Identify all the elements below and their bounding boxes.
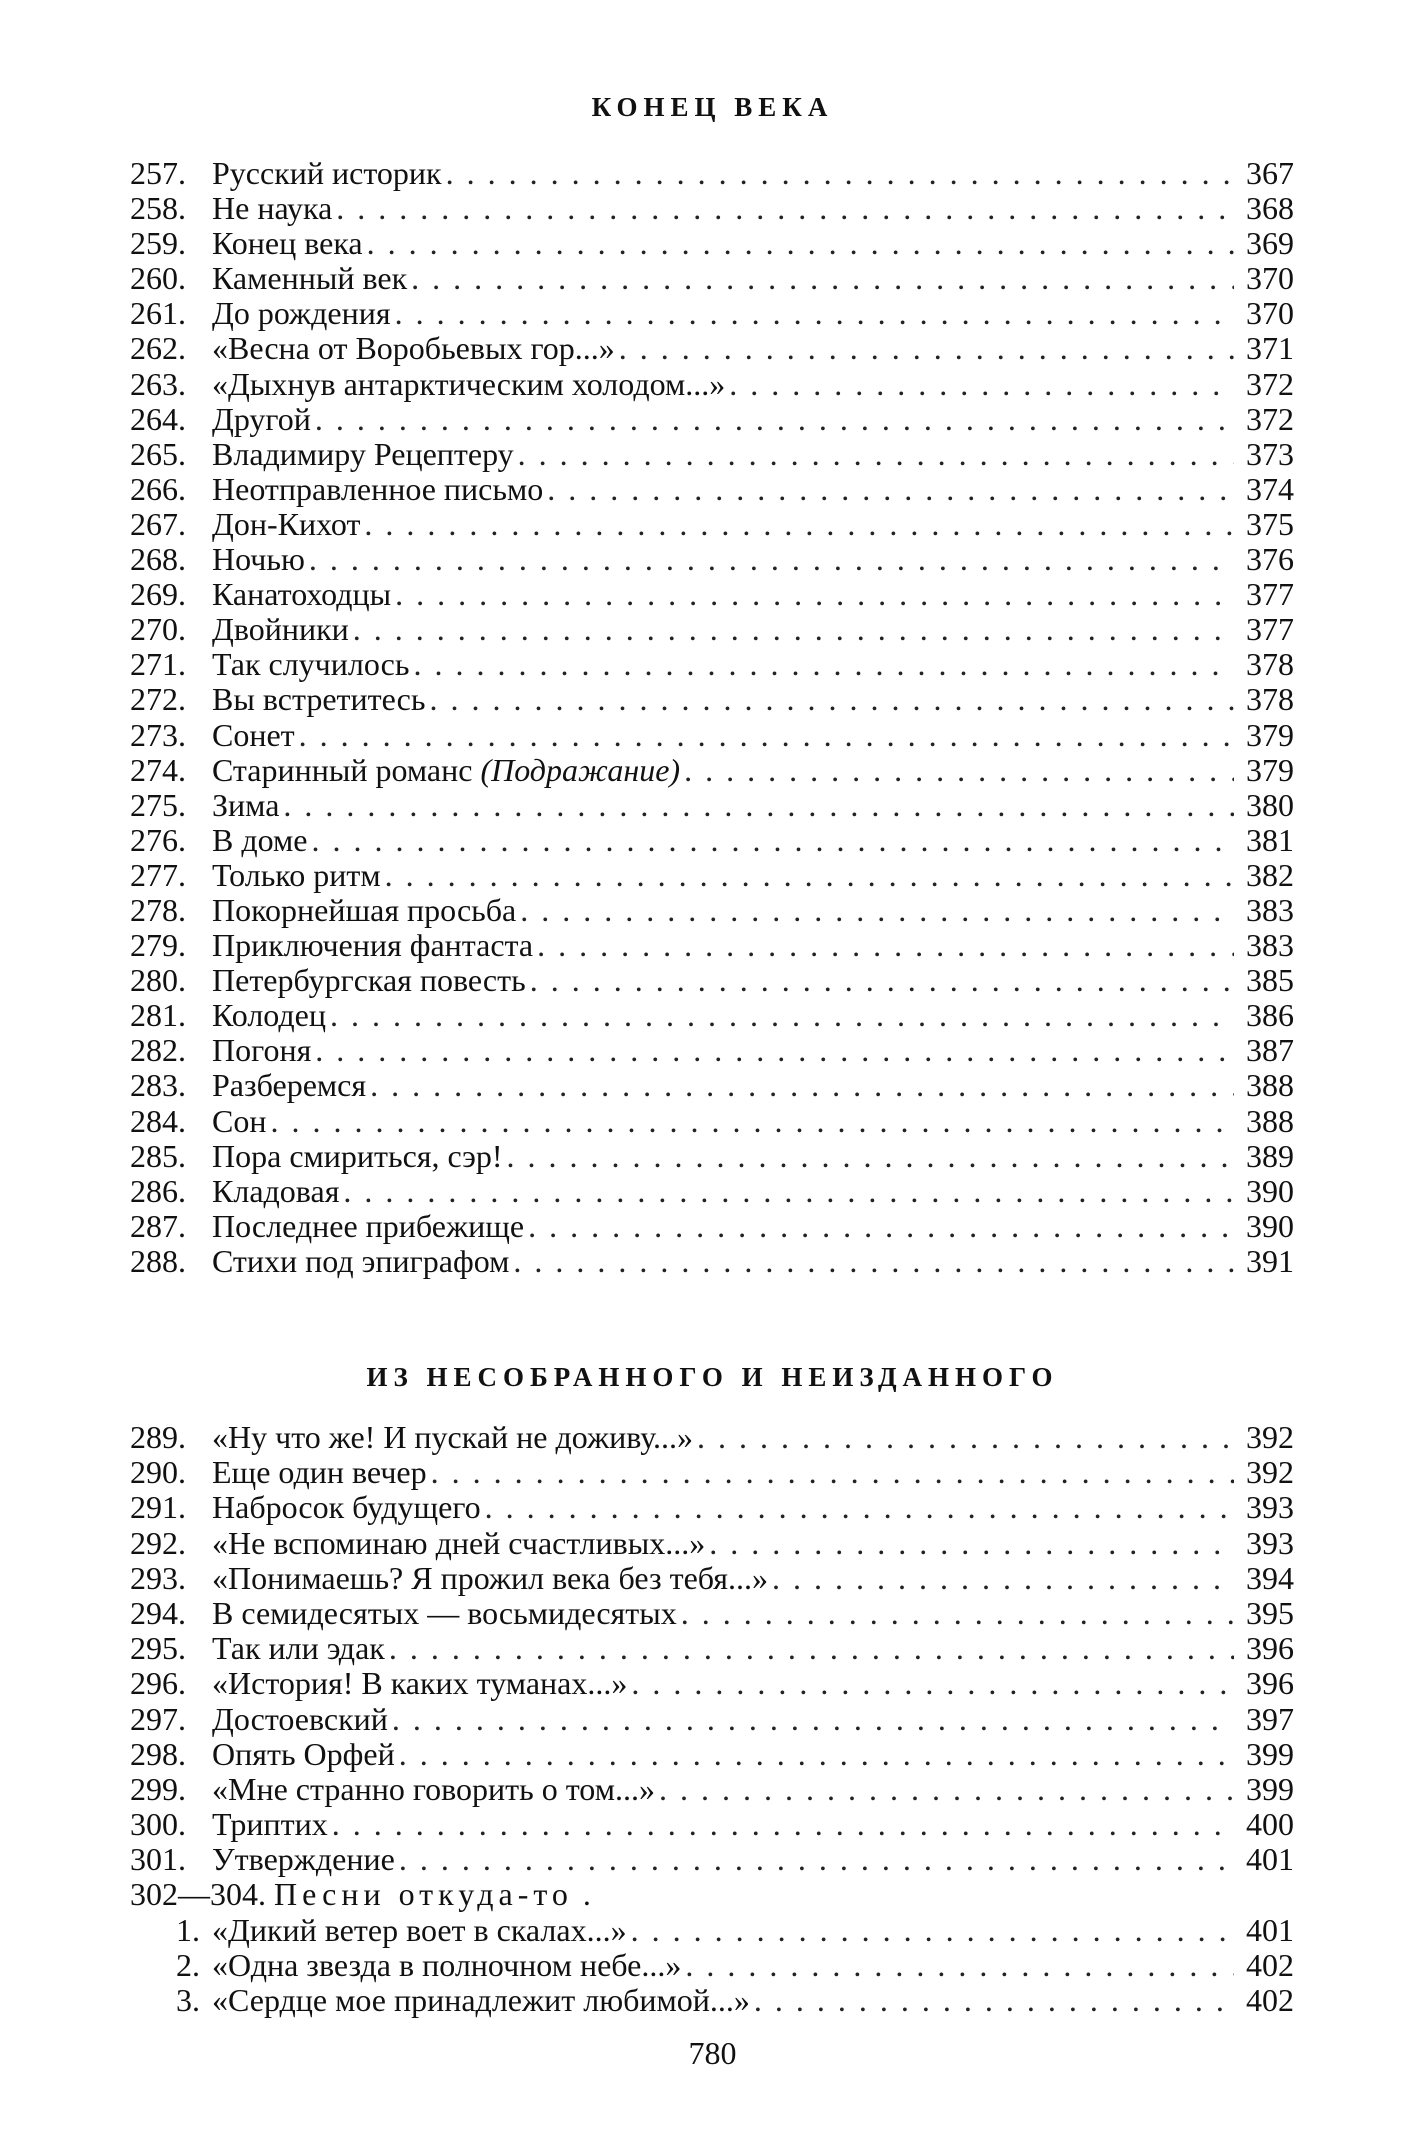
entry-page-number: 368 — [1246, 190, 1294, 227]
entry-number: 273. — [130, 716, 186, 753]
dot-leader — [315, 1033, 1234, 1068]
entry-number: 259. — [130, 225, 186, 262]
entry-number: 262. — [130, 330, 186, 367]
entry-page-number: 388 — [1246, 1067, 1294, 1104]
entry-page-number: 395 — [1246, 1594, 1294, 1631]
entry-page-number: 389 — [1246, 1137, 1294, 1174]
section-title-konets-veka: КОНЕЦ ВЕКА — [591, 92, 834, 122]
entry-number: 258. — [130, 190, 186, 227]
toc-entry — [130, 682, 1294, 717]
entry-title-text: Опять Орфей — [212, 1735, 395, 1772]
toc-entry — [130, 858, 1294, 893]
toc-entry — [130, 1068, 1294, 1103]
toc-entry — [130, 191, 1294, 226]
entry-title-text: Кладовая — [212, 1172, 340, 1209]
entry-page-number: 372 — [1246, 400, 1294, 437]
toc-entry — [130, 1772, 1294, 1807]
entry-page-number: 376 — [1246, 541, 1294, 578]
toc-entry — [130, 998, 1294, 1033]
entry-title-text: Конец века — [212, 225, 363, 262]
entry-title-text: В доме — [212, 821, 308, 858]
toc-entry — [130, 718, 1294, 753]
entry-number: 280. — [130, 962, 186, 999]
toc-entry — [130, 1737, 1294, 1772]
entry-title-text: Колодец — [212, 997, 326, 1034]
entry-title — [212, 1561, 768, 1596]
entry-number: 302—304. — [130, 1876, 266, 1913]
dot-leader — [399, 1842, 1234, 1877]
dot-leader — [309, 542, 1234, 577]
entry-page-number: 379 — [1246, 716, 1294, 753]
toc-entry — [130, 1702, 1294, 1737]
entry-title-text: «Одна звезда в полночном небе...» — [212, 1946, 682, 1983]
entry-page-number: 396 — [1246, 1665, 1294, 1702]
dot-leader — [311, 823, 1234, 858]
entry-page-number: 394 — [1246, 1559, 1294, 1596]
entry-page-number: 374 — [1246, 470, 1294, 507]
toc-entry — [130, 823, 1294, 858]
entry-title-text: «Дыхнув антарктическим холодом...» — [212, 365, 726, 402]
entry-title — [212, 1209, 524, 1244]
entry-title — [212, 1666, 627, 1701]
entry-number: 293. — [130, 1559, 186, 1596]
dot-leader — [513, 1244, 1234, 1279]
entry-page-number: 383 — [1246, 891, 1294, 928]
entry-title — [212, 1631, 385, 1666]
entry-number: 277. — [130, 856, 186, 893]
entry-page-number: 381 — [1246, 821, 1294, 858]
entry-title — [212, 998, 326, 1033]
entry-number: 295. — [130, 1630, 186, 1667]
entry-page-number: 392 — [1246, 1454, 1294, 1491]
entry-page-number: 393 — [1246, 1489, 1294, 1526]
dot-leader — [631, 1913, 1234, 1948]
entry-number: 268. — [130, 541, 186, 578]
entry-title — [212, 472, 543, 507]
entry-title-text: Только ритм — [212, 856, 381, 893]
entry-title-text: Триптих — [212, 1806, 328, 1843]
toc-entry — [130, 1033, 1294, 1068]
entry-title — [212, 367, 725, 402]
toc-entry — [130, 1913, 1294, 1948]
entry-title — [212, 1737, 395, 1772]
dot-leader — [528, 1209, 1234, 1244]
entry-title — [212, 1244, 509, 1279]
toc-entry — [130, 1596, 1294, 1631]
entry-title-text: Другой — [212, 400, 311, 437]
toc-entry — [130, 1983, 1294, 2018]
entry-page-number: 380 — [1246, 786, 1294, 823]
entry-title — [212, 858, 381, 893]
dot-leader — [729, 367, 1234, 402]
toc-entry — [130, 963, 1294, 998]
entry-title — [212, 823, 307, 858]
entry-page-number: 390 — [1246, 1172, 1294, 1209]
entry-title-text: Сон — [212, 1102, 267, 1139]
entry-page-number: 396 — [1246, 1630, 1294, 1667]
toc-entry — [130, 1209, 1294, 1244]
entry-title-text: Набросок будущего — [212, 1489, 481, 1526]
page-number: 780 — [688, 2035, 737, 2071]
dot-leader — [395, 296, 1234, 331]
entry-title — [212, 1596, 677, 1631]
entry-number: 267. — [130, 505, 186, 542]
entry-title — [212, 1174, 339, 1209]
dot-leader — [330, 998, 1234, 1033]
entry-title-text: Пора смириться, сэр! — [212, 1137, 503, 1174]
entry-title-text: Сонет — [212, 716, 295, 753]
entry-title-text: «История! В каких туманах...» — [212, 1665, 628, 1702]
entry-title-text: «Мне странно говорить о том...» — [212, 1770, 655, 1807]
toc-entry — [130, 753, 1294, 788]
dot-leader — [299, 718, 1234, 753]
dot-leader — [697, 1420, 1234, 1455]
entry-page-number: 373 — [1246, 435, 1294, 472]
entry-title-text: Русский историк — [212, 155, 442, 191]
entry-number: 275. — [130, 786, 186, 823]
entry-page-number: 387 — [1246, 1032, 1294, 1069]
toc-entry — [130, 367, 1294, 402]
toc-entry — [130, 156, 1294, 191]
dot-leader — [389, 1631, 1234, 1666]
toc-entry — [130, 1877, 1294, 1912]
entry-title — [212, 1420, 693, 1455]
entry-number: 279. — [130, 927, 186, 964]
entry-page-number: 401 — [1246, 1911, 1294, 1948]
entry-number: 285. — [130, 1137, 186, 1174]
entry-number: 272. — [130, 681, 186, 718]
entry-number: 278. — [130, 891, 186, 928]
toc-entry — [130, 1244, 1294, 1279]
entry-page-number: 390 — [1246, 1207, 1294, 1244]
entry-number: 274. — [130, 751, 186, 788]
toc-entry — [130, 226, 1294, 261]
toc-entry — [130, 1139, 1294, 1174]
entry-number: 299. — [130, 1770, 186, 1807]
toc-list-konets-veka — [130, 156, 1294, 1279]
entry-title-text: «Понимаешь? Я прожил века без тебя...» — [212, 1559, 768, 1596]
entry-title — [274, 1877, 573, 1912]
entry-page-number: 400 — [1246, 1806, 1294, 1843]
entry-title — [212, 507, 360, 542]
toc-entry — [130, 1526, 1294, 1561]
entry-page-number: 370 — [1246, 260, 1294, 297]
entry-title — [212, 1104, 266, 1139]
entry-title — [212, 296, 391, 331]
entry-number: 300. — [130, 1806, 186, 1843]
entry-title-text: Покорнейшая просьба — [212, 891, 517, 928]
entry-title-text: Так случилось — [212, 646, 410, 683]
entry-title — [212, 1526, 705, 1561]
dot-leader — [485, 1490, 1234, 1525]
entry-title-text: Песни откуда-то — [274, 1876, 573, 1913]
entry-page-number: 379 — [1246, 751, 1294, 788]
dot-leader — [413, 647, 1234, 682]
entry-title — [212, 577, 391, 612]
entry-page-number: 377 — [1246, 611, 1294, 648]
entry-page-number: 372 — [1246, 365, 1294, 402]
dot-leader — [520, 893, 1234, 928]
dot-leader — [315, 402, 1234, 437]
dot-leader — [530, 963, 1234, 998]
entry-title-text: Дон-Кихот — [212, 505, 361, 542]
entry-title — [212, 1948, 681, 1983]
entry-title — [212, 156, 442, 191]
entry-number: 270. — [130, 611, 186, 648]
entry-title-text: Неотправленное письмо — [212, 470, 544, 507]
entry-page-number: 401 — [1246, 1841, 1294, 1878]
entry-number: 290. — [130, 1454, 186, 1491]
entry-title — [212, 1983, 750, 2018]
toc-entry — [130, 1807, 1294, 1842]
entry-page-number: 399 — [1246, 1735, 1294, 1772]
entry-title-text: «Дикий ветер воет в скалах...» — [212, 1911, 627, 1948]
entry-title-text: Достоевский — [212, 1700, 388, 1737]
entry-number: 264. — [130, 400, 186, 437]
toc-entry — [130, 1948, 1294, 1983]
dot-leader — [631, 1666, 1234, 1701]
entry-number: 287. — [130, 1207, 186, 1244]
dot-leader — [429, 682, 1234, 717]
entry-title-text: Петербургская повесть — [212, 962, 526, 999]
entry-number: 263. — [130, 365, 186, 402]
entry-page-number: 388 — [1246, 1102, 1294, 1139]
entry-title-text: В семидесятых — восьмидесятых — [212, 1594, 677, 1631]
toc-entry — [130, 1174, 1294, 1209]
entry-title-text: Зима — [212, 786, 280, 823]
dot-leader — [537, 928, 1234, 963]
dot-leader — [353, 612, 1234, 647]
toc-list-iz-nesobrannogo — [130, 1420, 1294, 2018]
entry-title — [212, 718, 295, 753]
entry-number: 283. — [130, 1067, 186, 1104]
entry-title — [212, 402, 311, 437]
entry-title — [212, 1490, 481, 1525]
dot-leader — [392, 1702, 1234, 1737]
entry-title — [212, 1807, 328, 1842]
dot-leader — [336, 191, 1234, 226]
entry-title-text: «Сердце мое принадлежит любимой...» — [212, 1982, 750, 2018]
entry-title-text: Не наука — [212, 190, 333, 227]
dot-leader — [684, 753, 1234, 788]
entry-number: 265. — [130, 435, 186, 472]
toc-entry — [130, 542, 1294, 577]
dot-leader — [385, 858, 1234, 893]
entry-title — [212, 542, 305, 577]
toc-entry — [130, 261, 1294, 296]
entry-title-text: Так или эдак — [212, 1630, 385, 1667]
entry-title — [212, 928, 533, 963]
dot-leader — [343, 1174, 1234, 1209]
entry-number: 297. — [130, 1700, 186, 1737]
toc-entry — [130, 577, 1294, 612]
entry-title — [212, 1702, 388, 1737]
entry-number: 257. — [130, 155, 186, 191]
toc-entry — [130, 1842, 1294, 1877]
toc-entry — [130, 928, 1294, 963]
entry-title — [212, 682, 425, 717]
entry-number: 266. — [130, 470, 186, 507]
entry-title-text: Последнее прибежище — [212, 1207, 525, 1244]
dot-leader — [395, 577, 1234, 612]
toc-entry — [130, 507, 1294, 542]
entry-number: 294. — [130, 1594, 186, 1631]
entry-page-number: 369 — [1246, 225, 1294, 262]
entry-number: 289. — [130, 1419, 186, 1455]
entry-title-text: Еще один вечер — [212, 1454, 427, 1491]
dot-leader — [547, 472, 1234, 507]
entry-title — [212, 753, 680, 788]
toc-entry — [130, 1490, 1294, 1525]
entry-page-number: 375 — [1246, 505, 1294, 542]
entry-page-number: 385 — [1246, 962, 1294, 999]
dot-leader — [507, 1139, 1235, 1174]
entry-page-number: 391 — [1246, 1242, 1294, 1279]
entry-title — [212, 963, 526, 998]
entry-title — [212, 191, 332, 226]
entry-page-number: 382 — [1246, 856, 1294, 893]
dot-leader — [364, 507, 1234, 542]
dot-leader — [332, 1807, 1234, 1842]
entry-title — [212, 1455, 427, 1490]
entry-number: 296. — [130, 1665, 186, 1702]
toc-entry — [130, 437, 1294, 472]
dot-leader — [270, 1104, 1234, 1139]
entry-title-text: Двойники — [212, 611, 349, 648]
entry-number: 261. — [130, 295, 186, 332]
dot-leader — [411, 261, 1234, 296]
entry-title — [212, 437, 514, 472]
entry-title — [212, 1913, 627, 1948]
toc-entry — [130, 1631, 1294, 1666]
entry-page-number: 367 — [1246, 155, 1294, 191]
entry-title — [212, 261, 407, 296]
trailing-dot: . — [582, 1876, 591, 1913]
entry-title-text: «Весна от Воробьевых гор...» — [212, 330, 615, 367]
entry-title-text: Владимиру Рецептеру — [212, 435, 514, 472]
entry-title-text: До рождения — [212, 295, 391, 332]
dot-leader — [619, 331, 1234, 366]
entry-title-text: «Не вспоминаю дней счастливых...» — [212, 1524, 706, 1561]
entry-page-number: 399 — [1246, 1770, 1294, 1807]
dot-leader — [681, 1596, 1234, 1631]
entry-number: 281. — [130, 997, 186, 1034]
entry-title-text: Стихи под эпиграфом — [212, 1242, 510, 1279]
entry-title-text: Канатоходцы — [212, 576, 392, 613]
entry-title-text: Вы встретитесь — [212, 681, 426, 718]
entry-title-text: Старинный романс — [212, 751, 473, 788]
entry-title — [212, 331, 615, 366]
entry-title — [212, 893, 516, 928]
entry-page-number: 393 — [1246, 1524, 1294, 1561]
toc-entry — [130, 1420, 1294, 1455]
toc-entry — [130, 472, 1294, 507]
entry-page-number: 371 — [1246, 330, 1294, 367]
toc-entry — [130, 612, 1294, 647]
entry-number: 276. — [130, 821, 186, 858]
dot-leader — [685, 1948, 1234, 1983]
entry-page-number: 383 — [1246, 927, 1294, 964]
entry-number: 298. — [130, 1735, 186, 1772]
entry-title — [212, 647, 409, 682]
entry-page-number: 378 — [1246, 681, 1294, 718]
toc-entry — [130, 788, 1294, 823]
entry-title-text: Разберемся — [212, 1067, 367, 1104]
entry-number: 269. — [130, 576, 186, 613]
dot-leader — [283, 788, 1234, 823]
entry-number: 2. — [176, 1946, 200, 1983]
toc-entry — [130, 1561, 1294, 1596]
entry-page-number: 402 — [1246, 1946, 1294, 1983]
entry-number: 260. — [130, 260, 186, 297]
entry-title-text: Каменный век — [212, 260, 408, 297]
entry-title — [212, 612, 349, 647]
entry-title-text: Приключения фантаста — [212, 927, 534, 964]
entry-title — [212, 1033, 311, 1068]
entry-page-number: 378 — [1246, 646, 1294, 683]
entry-title-text: Ночью — [212, 541, 305, 578]
dot-leader — [518, 437, 1234, 472]
toc-entry — [130, 331, 1294, 366]
entry-title-text: Погоня — [212, 1032, 312, 1069]
entry-title-italic: (Подражание) — [480, 751, 681, 788]
entry-page-number: 397 — [1246, 1700, 1294, 1737]
dot-leader — [772, 1561, 1234, 1596]
entry-number: 291. — [130, 1489, 186, 1526]
entry-number: 282. — [130, 1032, 186, 1069]
entry-title — [212, 226, 363, 261]
entry-number: 1. — [176, 1911, 200, 1948]
entry-number: 284. — [130, 1102, 186, 1139]
entry-title — [212, 1139, 503, 1174]
entry-number: 288. — [130, 1242, 186, 1279]
dot-leader — [370, 1068, 1234, 1103]
dot-leader — [659, 1772, 1234, 1807]
entry-number: 301. — [130, 1841, 186, 1878]
dot-leader — [754, 1983, 1234, 2018]
toc-entry — [130, 1104, 1294, 1139]
entry-page-number: 386 — [1246, 997, 1294, 1034]
toc-entry — [130, 1455, 1294, 1490]
dot-leader — [399, 1737, 1234, 1772]
dot-leader — [446, 156, 1234, 191]
entry-title-text: Утверждение — [212, 1841, 395, 1878]
dot-leader — [431, 1455, 1234, 1490]
dot-leader — [367, 226, 1234, 261]
toc-entry — [130, 1666, 1294, 1701]
entry-title — [212, 1842, 395, 1877]
entry-title — [212, 788, 279, 823]
entry-number: 292. — [130, 1524, 186, 1561]
toc-entry — [130, 647, 1294, 682]
dot-leader — [709, 1526, 1234, 1561]
toc-entry — [130, 402, 1294, 437]
entry-page-number: 392 — [1246, 1419, 1294, 1455]
entry-number: 271. — [130, 646, 186, 683]
entry-number: 286. — [130, 1172, 186, 1209]
entry-title — [212, 1772, 655, 1807]
entry-title-text: «Ну что же! И пускай не доживу...» — [212, 1419, 693, 1455]
entry-number: 3. — [176, 1982, 200, 2018]
toc-entry — [130, 893, 1294, 928]
entry-page-number: 402 — [1246, 1982, 1294, 2018]
entry-page-number: 370 — [1246, 295, 1294, 332]
section-title-iz-nesobrannogo: ИЗ НЕСОБРАННОГО И НЕИЗДАННОГО — [366, 1362, 1059, 1392]
toc-entry — [130, 296, 1294, 331]
entry-page-number: 377 — [1246, 576, 1294, 613]
entry-title — [212, 1068, 366, 1103]
